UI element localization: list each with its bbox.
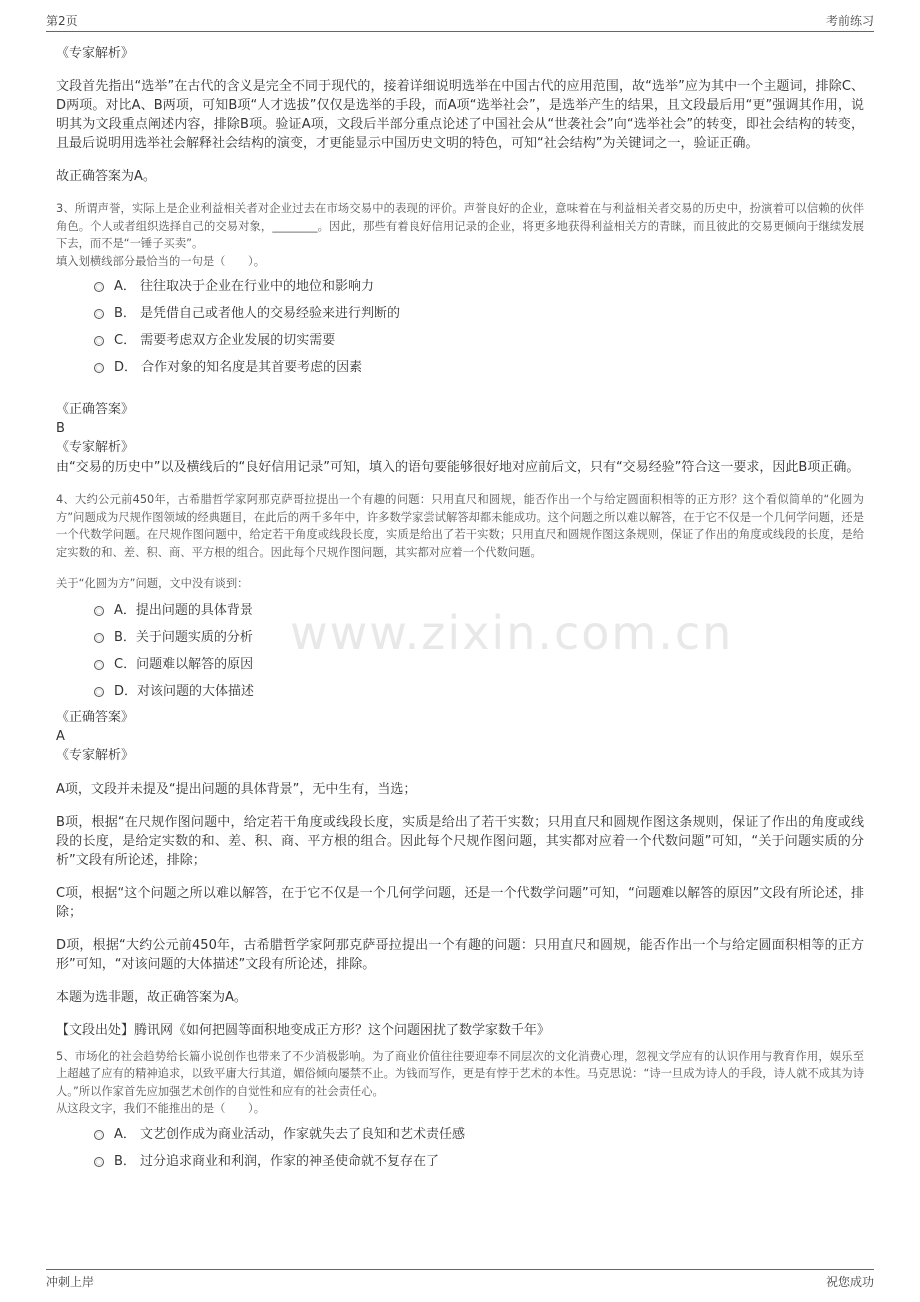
header-rule xyxy=(46,31,874,32)
radio-icon[interactable] xyxy=(94,282,104,292)
radio-icon[interactable] xyxy=(94,660,104,670)
q5-option-a[interactable]: A． 文艺创作成为商业活动，作家就失去了良知和艺术责任感 xyxy=(56,1125,864,1145)
q4-analysis-d: D项，根据“大约公元前450年，古希腊哲学家阿那克萨哥拉提出一个有趣的问题：只用直尺和圆规，能否作出一个与给定圆面积相等的正方形”可知，“对该问题的大体描述”文段有所论述，排除。 xyxy=(56,937,864,972)
q4-analysis-heading: 《专家解析》 xyxy=(56,747,135,763)
q2-analysis-heading: 《专家解析》 xyxy=(56,46,135,61)
radio-icon[interactable] xyxy=(94,363,104,373)
q4-analysis-c: C项，根据“这个问题之所以难以解答，在于它不仅是一个几何学问题，还是一个代数学问题”可知，“问题难以解答的原因”文段有所论述，排除； xyxy=(56,885,864,920)
q4-answer-heading: 《正确答案》 xyxy=(56,709,135,725)
footer-right: 祝您成功 xyxy=(825,1275,874,1289)
q3-option-d[interactable]: D． 合作对象的知名度是其首要考虑的因素 xyxy=(56,358,864,378)
q5-ask: 从这段文字，我们不能推出的是（ ）。 xyxy=(56,1102,265,1115)
q4-analysis-b: B项，根据“在尺规作图问题中，给定若干角度或线段长度，实质是给出了若干实数；只用直尺和圆规作图这条规则，保证了作出的角度或线段的长度，是给定实数的和、差、积、商、平方根的组合。因此每个尺规作图问题，其实都对应着一个代数问题”可知，“关于问题实质的分析”文段有所论述，排除； xyxy=(56,814,864,868)
q4-analysis-a: A项，文段并未提及“提出问题的具体背景”，无中生有，当选； xyxy=(56,781,417,797)
q4-answer: A xyxy=(56,728,65,744)
q4-option-b[interactable]: B．关于问题实质的分析 xyxy=(56,628,864,648)
document-body xyxy=(56,42,864,1172)
q4-stem: 4、大约公元前450年，古希腊哲学家阿那克萨哥拉提出一个有趣的问题：只用直尺和圆规，能否作出一个与给定圆面积相等的正方形？这个看似简单的“化圆为方”问题成为尺规作图领域的经典题目，在此后的两千多年中，许多数学家尝试解答却都未能成功。这个问题之所以难以解答，在于它不仅是一个几何学问题，还是一个代数学问题。在尺规作图问题中，给定若干角度或线段长度，实质是给出了若干实数；只用直尺和圆规作图这条规则，保证了作出的角度或线段的长度，是给定实数的和、差、积、商、平方根的组合。因此每个尺规作图问题，其实都对应着一个代数问题。 xyxy=(56,493,864,559)
radio-icon[interactable] xyxy=(94,606,104,616)
page-number: 第2页 xyxy=(46,14,78,28)
q3-option-a[interactable]: A． 往往取决于企业在行业中的地位和影响力 xyxy=(56,277,864,297)
q4-option-a[interactable]: A．提出问题的具体背景 xyxy=(56,601,864,621)
q4-conclusion: 本题为选非题，故正确答案为A。 xyxy=(56,989,247,1005)
q4-source: 【文段出处】腾讯网《如何把圆等面积地变成正方形？这个问题困扰了数学家数千年》 xyxy=(56,1022,551,1038)
footer-rule xyxy=(46,1269,874,1270)
q2-conclusion: 故正确答案为A。 xyxy=(56,169,156,184)
q3-answer-heading: 《正确答案》 xyxy=(56,402,135,417)
watermark: www.zixin.com.cn xyxy=(290,606,734,660)
q3-analysis: 由“交易的历史中”以及横线后的“良好信用记录”可知，填入的语句要能够很好地对应前后文，只有“交易经验”符合这一要求，因此B项正确。 xyxy=(56,460,860,475)
radio-icon[interactable] xyxy=(94,687,104,697)
q4-option-d[interactable]: D．对该问题的大体描述 xyxy=(56,682,864,702)
q5-stem: 5、市场化的社会趋势给长篇小说创作也带来了不少消极影响。为了商业价值往往要迎奉不同层次的文化消费心理，忽视文学应有的认识作用与教育作用，娱乐至上超越了应有的精神追求，以致平庸大行其道，媚俗倾向屡禁不止。为钱而写作，更是有悖于艺术的本性。马克思说：“诗一旦成为诗人的手段，诗人就不成其为诗人。”所以作家首先应加强艺术创作的自觉性和应有的社会责任心。 xyxy=(56,1049,864,1098)
q4-option-c[interactable]: C．问题难以解答的原因 xyxy=(56,655,864,675)
radio-icon[interactable] xyxy=(94,336,104,346)
footer-left: 冲刺上岸 xyxy=(46,1275,95,1289)
radio-icon[interactable] xyxy=(94,309,104,319)
radio-icon[interactable] xyxy=(94,633,104,643)
q4-options xyxy=(56,601,864,702)
q3-options xyxy=(56,277,864,378)
q3-ask: 填入划横线部分最恰当的一句是（ ）。 xyxy=(56,254,265,268)
q4-ask: 关于“化圆为方”问题，文中没有谈到： xyxy=(56,577,249,590)
header-title: 考前练习 xyxy=(825,14,874,28)
q5-options xyxy=(56,1125,864,1172)
q5-option-b[interactable]: B． 过分追求商业和利润，作家的神圣使命就不复存在了 xyxy=(56,1152,864,1172)
q3-option-c[interactable]: C． 需要考虑双方企业发展的切实需要 xyxy=(56,331,864,351)
q2-analysis: 文段首先指出“选举”在古代的含义是完全不同于现代的，接着详细说明选举在中国古代的应用范围，故“选举”应为其中一个主题词，排除C、D两项。对比A、B两项，可知B项“人才选拔”仅仅是选举的手段，而A项“选举社会”，是选举产生的结果，且文段最后用“更”强调其作用，说明其为文段重点阐述内容，排除B项。验证A项，文段后半部分重点论述了中国社会从“世袭社会”向“选举社会”的转变，即社会结构的转变，且最后说明用选举社会解释社会结构的演变，才更能显示中国历史文明的特色，可知“社会结构”为关键词之一，验证正确。 xyxy=(56,79,864,151)
radio-icon[interactable] xyxy=(94,1157,104,1167)
q3-answer: B xyxy=(56,421,65,436)
q3-option-b[interactable]: B． 是凭借自己或者他人的交易经验来进行判断的 xyxy=(56,304,864,324)
q3-analysis-heading: 《专家解析》 xyxy=(56,440,135,455)
radio-icon[interactable] xyxy=(94,1130,104,1140)
q3-stem: 3、所谓声誉，实际上是企业利益相关者对企业过去在市场交易中的表现的评价。声誉良好的企业，意味着在与利益相关者交易的历史中，扮演着可以信赖的伙伴角色。个人或者组织选择自己的交易对象，________。因此，那些有着良好信用记录的企业，将更多地获得利益相关方的青睐，而且彼此的交易更倾向于继续发展下去，而不是“一锤子买卖”。 xyxy=(56,202,864,250)
